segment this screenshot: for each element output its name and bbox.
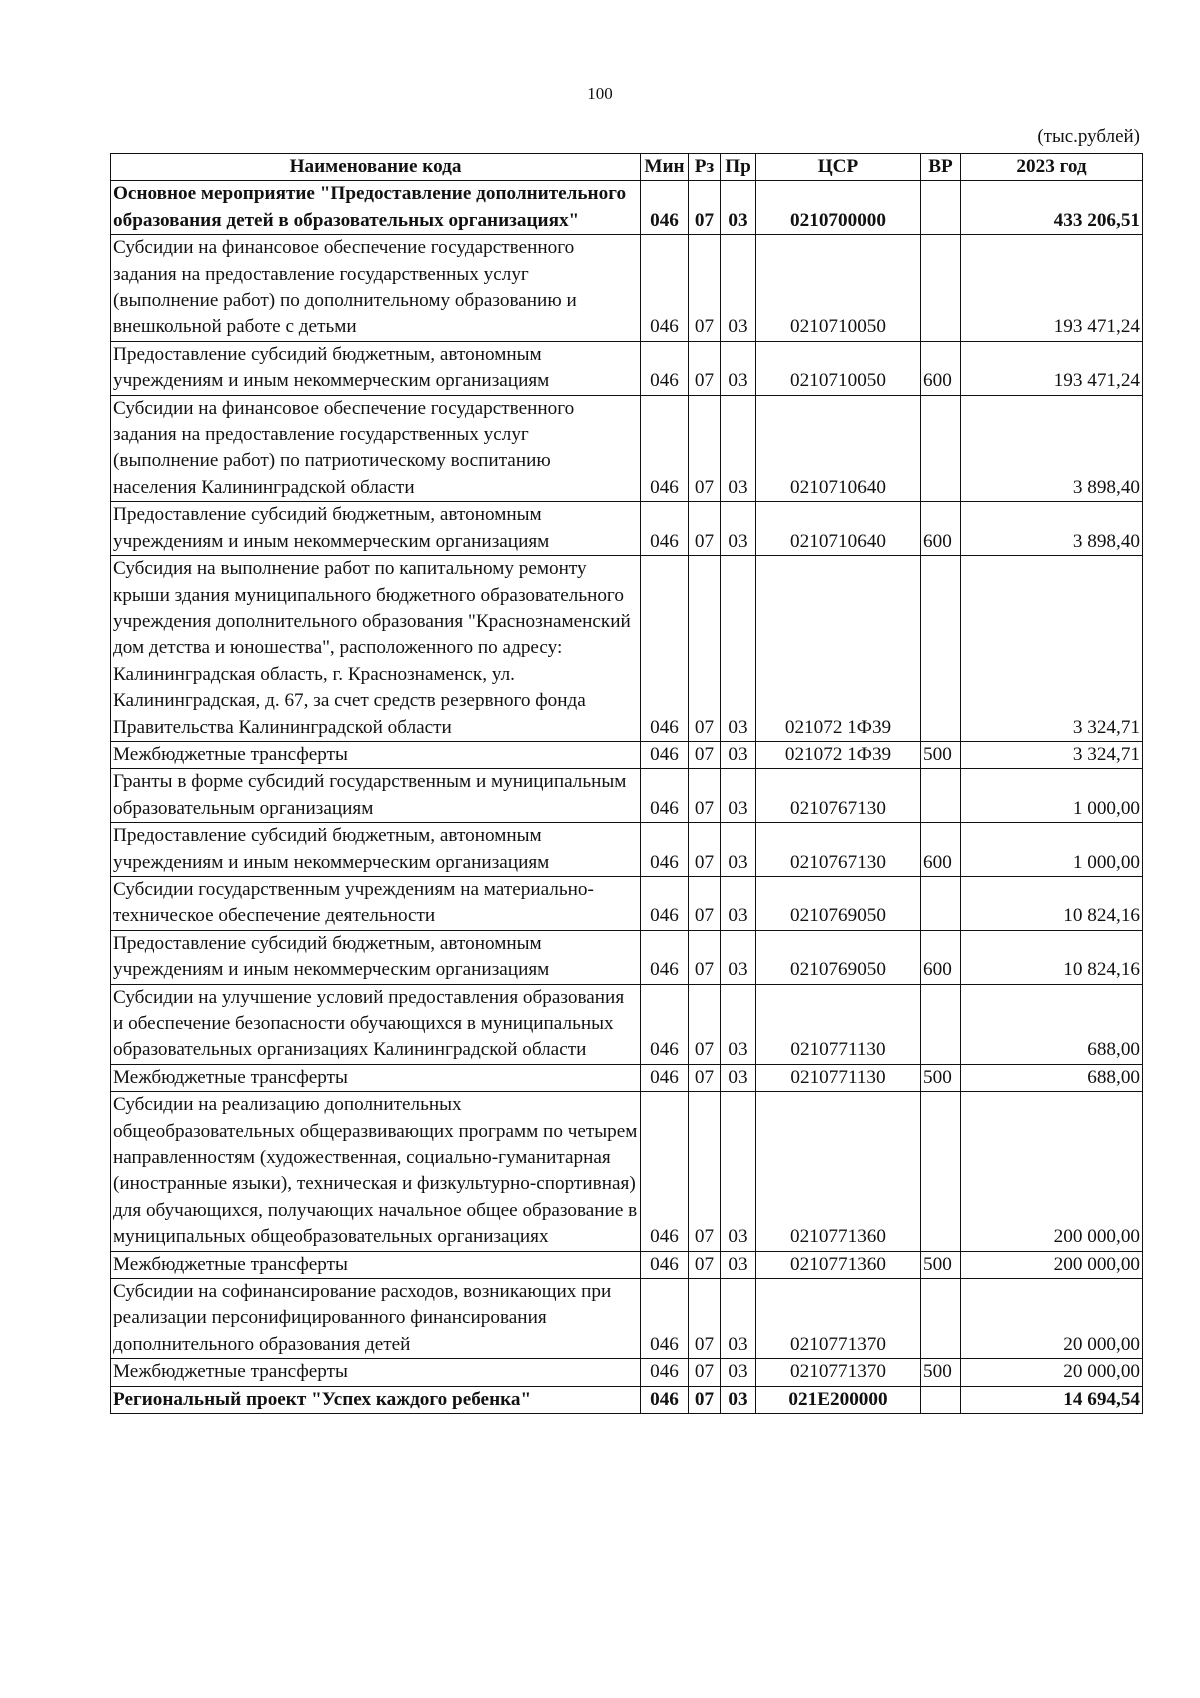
cell-pr: 03 bbox=[721, 502, 756, 556]
cell-csr: 0210771370 bbox=[756, 1279, 921, 1359]
cell-csr: 0210771370 bbox=[756, 1359, 921, 1386]
cell-vr bbox=[921, 769, 961, 823]
cell-amount: 3 898,40 bbox=[961, 502, 1143, 556]
cell-vr bbox=[921, 556, 961, 742]
cell-min: 046 bbox=[641, 235, 689, 342]
cell-amount: 20 000,00 bbox=[961, 1279, 1143, 1359]
cell-pr: 03 bbox=[721, 395, 756, 502]
cell-vr: 600 bbox=[921, 823, 961, 877]
units-label: (тыс.рублей) bbox=[1037, 126, 1140, 147]
table-row bbox=[111, 556, 1143, 742]
table-row bbox=[111, 769, 1143, 823]
cell-pr: 03 bbox=[721, 876, 756, 930]
cell-min: 046 bbox=[641, 502, 689, 556]
cell-amount: 200 000,00 bbox=[961, 1092, 1143, 1251]
cell-csr: 0210769050 bbox=[756, 930, 921, 984]
cell-rz: 07 bbox=[689, 556, 721, 742]
cell-amount: 1 000,00 bbox=[961, 769, 1143, 823]
cell-name: Предоставление субсидий бюджетным, автономным учреждениям и иным некоммерческим организациям bbox=[111, 341, 641, 395]
cell-pr: 03 bbox=[721, 556, 756, 742]
cell-name: Субсидии на софинансирование расходов, возникающих при реализации персонифицированного финансирования дополнительного образования детей bbox=[111, 1279, 641, 1359]
cell-vr bbox=[921, 1386, 961, 1413]
cell-min: 046 bbox=[641, 1092, 689, 1251]
table-row bbox=[111, 1251, 1143, 1278]
cell-min: 046 bbox=[641, 930, 689, 984]
cell-csr: 0210771360 bbox=[756, 1092, 921, 1251]
page-number: 100 bbox=[587, 84, 613, 103]
cell-min: 046 bbox=[641, 395, 689, 502]
cell-rz: 07 bbox=[689, 1279, 721, 1359]
cell-pr: 03 bbox=[721, 235, 756, 342]
table-row bbox=[111, 930, 1143, 984]
cell-name: Основное мероприятие "Предоставление дополнительного образования детей в образовательных организациях" bbox=[111, 181, 641, 235]
cell-vr bbox=[921, 235, 961, 342]
table-row bbox=[111, 341, 1143, 395]
cell-rz: 07 bbox=[689, 876, 721, 930]
table-row bbox=[111, 876, 1143, 930]
header-amount: 2023 год bbox=[961, 154, 1143, 181]
table-row bbox=[111, 1092, 1143, 1251]
cell-amount: 200 000,00 bbox=[961, 1251, 1143, 1278]
cell-vr bbox=[921, 1279, 961, 1359]
cell-vr: 500 bbox=[921, 1064, 961, 1091]
cell-vr bbox=[921, 876, 961, 930]
table-row bbox=[111, 1386, 1143, 1413]
cell-vr: 500 bbox=[921, 741, 961, 768]
cell-rz: 07 bbox=[689, 502, 721, 556]
cell-rz: 07 bbox=[689, 1359, 721, 1386]
cell-amount: 10 824,16 bbox=[961, 876, 1143, 930]
cell-amount: 688,00 bbox=[961, 1064, 1143, 1091]
cell-min: 046 bbox=[641, 984, 689, 1064]
cell-name: Межбюджетные трансферты bbox=[111, 1251, 641, 1278]
table-row bbox=[111, 1359, 1143, 1386]
cell-min: 046 bbox=[641, 876, 689, 930]
cell-name: Субсидии на улучшение условий предоставления образования и обеспечение безопасности обучающихся в муниципальных образовательных организациях Калининградской области bbox=[111, 984, 641, 1064]
table-row bbox=[111, 502, 1143, 556]
cell-rz: 07 bbox=[689, 395, 721, 502]
cell-rz: 07 bbox=[689, 341, 721, 395]
header-csr: ЦСР bbox=[756, 154, 921, 181]
cell-rz: 07 bbox=[689, 769, 721, 823]
cell-name: Субсидии на реализацию дополнительных общеобразовательных общеразвивающих программ по четырем направленностям (художественная, социально-гуманитарная (иностранные языки), техническая и физкультурно-спортивная) для обучающихся, получающих начальное общее образование в муниципальных общеобразовательных организациях bbox=[111, 1092, 641, 1251]
cell-pr: 03 bbox=[721, 181, 756, 235]
table-header-row bbox=[111, 154, 1143, 181]
cell-pr: 03 bbox=[721, 984, 756, 1064]
cell-amount: 20 000,00 bbox=[961, 1359, 1143, 1386]
cell-csr: 0210771130 bbox=[756, 1064, 921, 1091]
cell-vr: 600 bbox=[921, 930, 961, 984]
cell-vr bbox=[921, 984, 961, 1064]
table-row bbox=[111, 395, 1143, 502]
cell-min: 046 bbox=[641, 181, 689, 235]
cell-csr: 021E200000 bbox=[756, 1386, 921, 1413]
cell-rz: 07 bbox=[689, 1092, 721, 1251]
cell-rz: 07 bbox=[689, 1064, 721, 1091]
cell-pr: 03 bbox=[721, 1386, 756, 1413]
table-row bbox=[111, 1064, 1143, 1091]
cell-rz: 07 bbox=[689, 930, 721, 984]
cell-min: 046 bbox=[641, 769, 689, 823]
cell-vr bbox=[921, 181, 961, 235]
table-row bbox=[111, 741, 1143, 768]
cell-pr: 03 bbox=[721, 341, 756, 395]
cell-rz: 07 bbox=[689, 1386, 721, 1413]
cell-pr: 03 bbox=[721, 930, 756, 984]
cell-name: Субсидии на финансовое обеспечение государственного задания на предоставление государственных услуг (выполнение работ) по дополнительному образованию и внешкольной работе с детьми bbox=[111, 235, 641, 342]
cell-csr: 0210710050 bbox=[756, 341, 921, 395]
cell-amount: 10 824,16 bbox=[961, 930, 1143, 984]
header-name: Наименование кода bbox=[111, 154, 641, 181]
cell-rz: 07 bbox=[689, 181, 721, 235]
cell-amount: 1 000,00 bbox=[961, 823, 1143, 877]
cell-pr: 03 bbox=[721, 769, 756, 823]
cell-min: 046 bbox=[641, 741, 689, 768]
cell-csr: 0210710640 bbox=[756, 395, 921, 502]
cell-name: Субсидия на выполнение работ по капитальному ремонту крыши здания муниципального бюджетного образовательного учреждения дополнительного образования "Краснознаменский дом детства и юношества", расположенного по адресу: Калининградская область, г. Краснознаменск, ул. Калининградская, д. 67, за счет средств резервного фонда Правительства Калининградской области bbox=[111, 556, 641, 742]
cell-vr bbox=[921, 1092, 961, 1251]
cell-amount: 193 471,24 bbox=[961, 341, 1143, 395]
cell-min: 046 bbox=[641, 1251, 689, 1278]
cell-amount: 433 206,51 bbox=[961, 181, 1143, 235]
table-row bbox=[111, 235, 1143, 342]
cell-vr: 600 bbox=[921, 341, 961, 395]
cell-min: 046 bbox=[641, 341, 689, 395]
cell-amount: 3 324,71 bbox=[961, 741, 1143, 768]
cell-vr: 500 bbox=[921, 1251, 961, 1278]
cell-name: Межбюджетные трансферты bbox=[111, 1064, 641, 1091]
cell-name: Предоставление субсидий бюджетным, автономным учреждениям и иным некоммерческим организациям bbox=[111, 823, 641, 877]
cell-amount: 193 471,24 bbox=[961, 235, 1143, 342]
cell-csr: 0210710640 bbox=[756, 502, 921, 556]
cell-vr: 500 bbox=[921, 1359, 961, 1386]
cell-min: 046 bbox=[641, 823, 689, 877]
cell-name: Межбюджетные трансферты bbox=[111, 1359, 641, 1386]
header-vr: ВР bbox=[921, 154, 961, 181]
cell-name: Предоставление субсидий бюджетным, автономным учреждениям и иным некоммерческим организациям bbox=[111, 930, 641, 984]
cell-csr: 0210767130 bbox=[756, 769, 921, 823]
cell-min: 046 bbox=[641, 1064, 689, 1091]
cell-name: Предоставление субсидий бюджетным, автономным учреждениям и иным некоммерческим организациям bbox=[111, 502, 641, 556]
cell-amount: 3 898,40 bbox=[961, 395, 1143, 502]
cell-csr: 0210771130 bbox=[756, 984, 921, 1064]
cell-min: 046 bbox=[641, 1386, 689, 1413]
cell-pr: 03 bbox=[721, 1359, 756, 1386]
cell-min: 046 bbox=[641, 1359, 689, 1386]
cell-pr: 03 bbox=[721, 823, 756, 877]
cell-csr: 021072 1Ф39 bbox=[756, 556, 921, 742]
cell-pr: 03 bbox=[721, 741, 756, 768]
header-rz: Рз bbox=[689, 154, 721, 181]
cell-csr: 021072 1Ф39 bbox=[756, 741, 921, 768]
cell-csr: 0210771360 bbox=[756, 1251, 921, 1278]
table-row bbox=[111, 984, 1143, 1064]
cell-amount: 14 694,54 bbox=[961, 1386, 1143, 1413]
cell-pr: 03 bbox=[721, 1251, 756, 1278]
cell-rz: 07 bbox=[689, 235, 721, 342]
cell-rz: 07 bbox=[689, 741, 721, 768]
cell-pr: 03 bbox=[721, 1064, 756, 1091]
cell-csr: 0210769050 bbox=[756, 876, 921, 930]
cell-min: 046 bbox=[641, 556, 689, 742]
cell-rz: 07 bbox=[689, 984, 721, 1064]
cell-csr: 0210700000 bbox=[756, 181, 921, 235]
table-row bbox=[111, 823, 1143, 877]
cell-pr: 03 bbox=[721, 1092, 756, 1251]
table-row bbox=[111, 1279, 1143, 1359]
cell-name: Межбюджетные трансферты bbox=[111, 741, 641, 768]
cell-name: Субсидии на финансовое обеспечение государственного задания на предоставление государственных услуг (выполнение работ) по патриотическому воспитанию населения Калининградской области bbox=[111, 395, 641, 502]
cell-vr: 600 bbox=[921, 502, 961, 556]
cell-name: Субсидии государственным учреждениям на материально-техническое обеспечение деятельности bbox=[111, 876, 641, 930]
table-body bbox=[111, 181, 1143, 1414]
cell-min: 046 bbox=[641, 1279, 689, 1359]
budget-table bbox=[110, 153, 1143, 1414]
cell-csr: 0210767130 bbox=[756, 823, 921, 877]
table-row bbox=[111, 181, 1143, 235]
header-pr: Пр bbox=[721, 154, 756, 181]
cell-vr bbox=[921, 395, 961, 502]
cell-name: Региональный проект "Успех каждого ребенка" bbox=[111, 1386, 641, 1413]
cell-csr: 0210710050 bbox=[756, 235, 921, 342]
cell-name: Гранты в форме субсидий государственным и муниципальным образовательным организациям bbox=[111, 769, 641, 823]
cell-rz: 07 bbox=[689, 1251, 721, 1278]
cell-rz: 07 bbox=[689, 823, 721, 877]
header-min: Мин bbox=[641, 154, 689, 181]
cell-pr: 03 bbox=[721, 1279, 756, 1359]
cell-amount: 688,00 bbox=[961, 984, 1143, 1064]
cell-amount: 3 324,71 bbox=[961, 556, 1143, 742]
